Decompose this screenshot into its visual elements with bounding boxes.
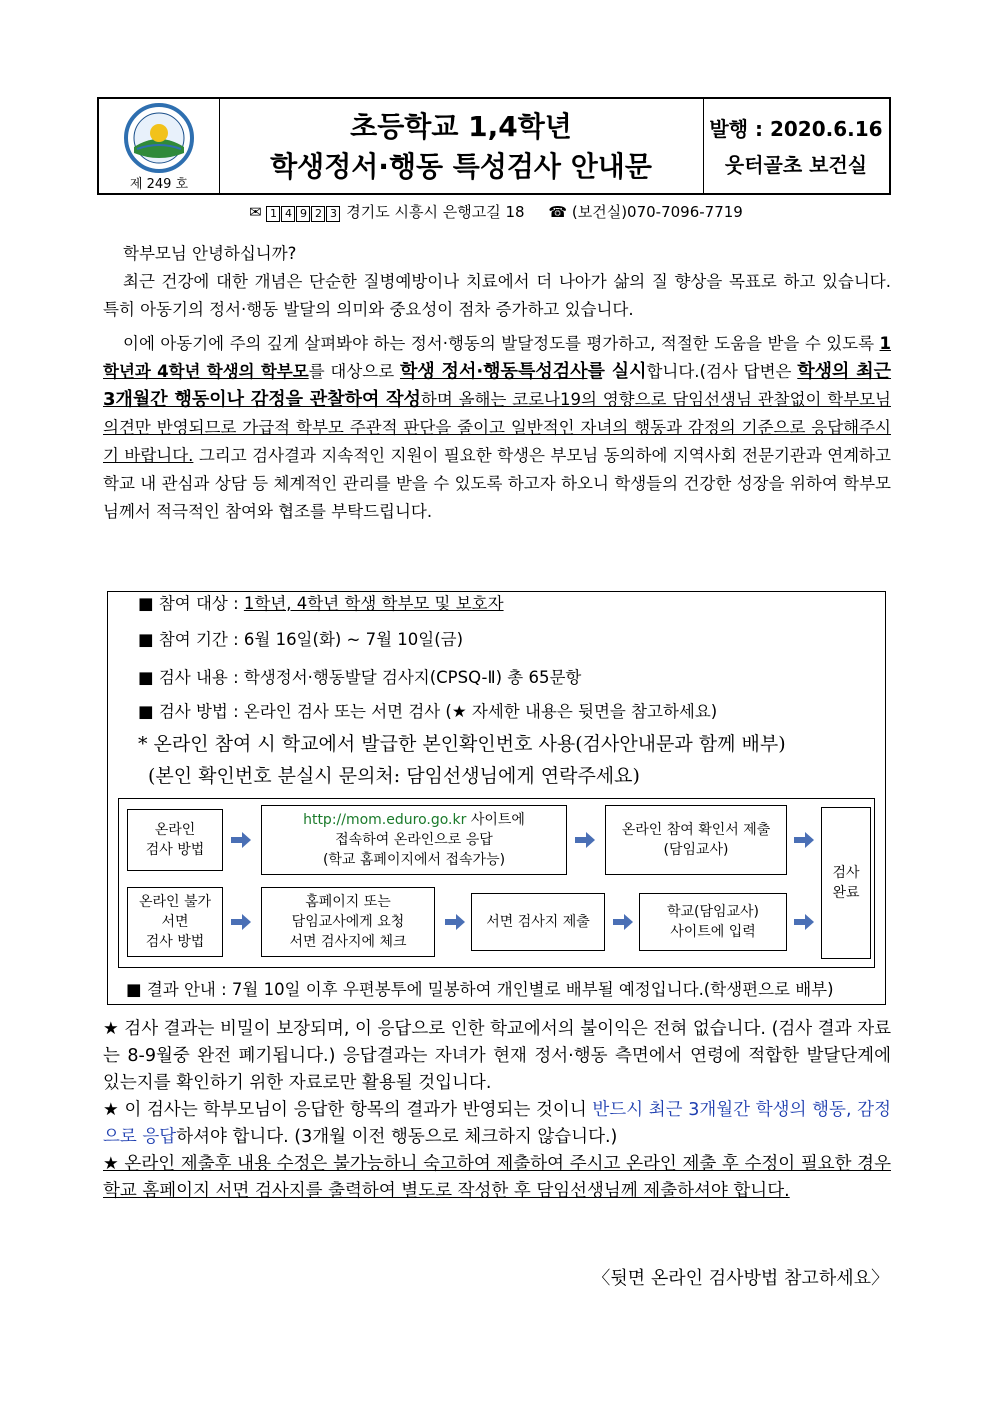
flow-online-method: 온라인 검사 방법 bbox=[127, 809, 223, 871]
flow-diagram bbox=[118, 798, 875, 968]
header-box bbox=[97, 97, 891, 195]
phone-number: (보건실)070-7096-7719 bbox=[571, 203, 743, 221]
test-highlight: 학생 정서·행동특성검사 bbox=[399, 361, 588, 382]
issue-date: 발행 : 2020.6.16 bbox=[709, 117, 883, 141]
arrow-right-icon bbox=[613, 914, 633, 930]
postal-code bbox=[266, 203, 346, 221]
info-target: ■ 참여 대상 : 1학년, 4학년 학생 학부모 및 보호자 bbox=[138, 594, 504, 613]
arrow-right-icon bbox=[445, 914, 465, 930]
note-1: ★ 검사 결과는 비밀이 보장되며, 이 응답으로 인한 학교에서의 불이익은 전혀 없습니다. (검사 결과 자료는 8-9월중 완전 폐기됩니다.) 응답결과는 자녀가 현재 정서·행동 측면에서 연령에 적합한 발달단계에 있는지를 확인하기 위한 자료로만 활용될 것입니다. bbox=[103, 1019, 891, 1093]
title-cell bbox=[219, 99, 704, 193]
footer-note: 〈뒷면 온라인 검사방법 참고하세요〉 bbox=[592, 1268, 889, 1289]
info-note-1: * 온라인 참여 시 학교에서 발급한 본인확인번호 사용(검사안내문과 함께 배부) bbox=[138, 733, 786, 755]
online-url: http://mom.eduro.go.kr bbox=[303, 812, 467, 828]
postal-digit: 1 bbox=[266, 206, 280, 222]
info-box bbox=[107, 591, 886, 1005]
intro-paragraphs bbox=[103, 240, 891, 526]
note-3: ★ 온라인 제출후 내용 수정은 불가능하니 숙고하여 제출하여 주시고 온라인 제출 후 수정이 필요한 경우 학교 홈페이지 서면 검사지를 출력하여 별도로 작성한 후 담임선생님께 제출하셔야 합니다. bbox=[103, 1154, 891, 1201]
info-content: ■ 검사 내용 : 학생정서·행동발달 검사지(CPSQ-Ⅱ) 총 65문항 bbox=[138, 668, 582, 687]
info-method: ■ 검사 방법 : 온라인 검사 또는 서면 검사 (★ 자세한 내용은 뒷면을 참고하세요) bbox=[138, 702, 718, 721]
mail-icon: ✉ bbox=[249, 203, 262, 221]
flow-online-step1: http://mom.eduro.go.kr 사이트에 접속하여 온라인으로 응답 (학교 홈페이지에서 접속가능) bbox=[261, 805, 567, 875]
postal-digit: 4 bbox=[281, 206, 295, 222]
title-line-1: 초등학교 1,4학년 bbox=[350, 110, 572, 143]
phone-icon: ☎ bbox=[548, 203, 568, 221]
flow-online-step2: 온라인 참여 확인서 제출 (담임교사) bbox=[605, 805, 787, 875]
info-result: ■ 결과 안내 : 7월 10일 이후 우편봉투에 밀봉하여 개인별로 배부될 예정입니다.(학생편으로 배부) bbox=[126, 980, 834, 999]
notes bbox=[103, 1016, 891, 1205]
arrow-right-icon bbox=[794, 914, 814, 930]
greeting: 학부모님 안녕하십니까? bbox=[123, 244, 297, 263]
note-2: ★ 이 검사는 학부모님이 응답한 항목의 결과가 반영되는 것이니 반드시 최근 3개월간 학생의 행동, 감정으로 응답하셔야 합니다. (3개월 이전 행동으로 체크하지 않습니다.) bbox=[103, 1100, 891, 1147]
arrow-right-icon bbox=[231, 832, 251, 848]
flow-offline-step1: 홈페이지 또는 담임교사에게 요청 서면 검사지에 체크 bbox=[261, 887, 435, 957]
school-logo-icon bbox=[99, 101, 219, 175]
covid-note: 하며 올해는 코로나19의 영향으로 담임선생님 관찰없이 학부모님 의견만 반영되므로 가급적 학부모 주관적 판단을 줄이고 일반적인 자녀의 행동과 감정의 기준으로 응답해주시기 바랍니다. bbox=[103, 390, 891, 465]
issue-cell bbox=[703, 99, 889, 193]
title-line-2: 학생정서·행동 특성검사 안내문 bbox=[270, 150, 652, 183]
flow-offline-step2: 서면 검사지 제출 bbox=[471, 893, 605, 951]
paragraph-2: 이에 아동기에 주의 깊게 살펴봐야 하는 정서·행동의 발달정도를 평가하고, 적절한 도움을 받을 수 있도록 1학년과 4학년 학생의 학부모를 대상으로 학생 정서·행동특성검사를 실시합니다.(검사 답변은 학생의 최근 3개월간 행동이나 감정을 관찰하여 작성하며 올해는 코로나19의 영향으로 담임선생님 관찰없이 학부모님 의견만 반영되므로 가급적 학부모 주관적 판단을 줄이고 일반적인 자녀의 행동과 감정의 기준으로 응답해주시기 바랍니다. 그리고 검사결과 지속적인 지원이 필요한 학생은 부모님 동의하에 지역사회 전문기관과 연계하고 학교 내 관심과 상담 등 체계적인 관리를 받을 수 있도록 하고자 하오니 학생들의 건강한 성장을 위하여 학부모님께서 적극적인 참여와 협조를 부탁드립니다. bbox=[103, 334, 892, 521]
paragraph-1: 최근 건강에 대한 개념은 단순한 질병예방이나 치료에서 더 나아가 삶의 질 향상을 목표로 하고 있습니다. 특히 아동기의 정서·행동 발달의 의미와 중요성이 점차 증가하고 있습니다. bbox=[103, 272, 891, 319]
address-line bbox=[0, 201, 992, 223]
postal-digit: 2 bbox=[311, 206, 325, 222]
flow-offline-step3: 학교(담임교사) 사이트에 입력 bbox=[639, 893, 787, 951]
info-period: ■ 참여 기간 : 6월 16일(화) ~ 7월 10일(금) bbox=[138, 630, 464, 649]
arrow-right-icon bbox=[575, 832, 595, 848]
arrow-right-icon bbox=[231, 914, 251, 930]
note-2-highlight: 반드시 최근 3개월간 학생의 행동, 감정으로 응답 bbox=[103, 1100, 891, 1147]
recent-highlight: 학생의 최근 3개월간 행동이나 감정을 관찰하여 작성 bbox=[103, 361, 892, 410]
info-note-2: (본인 확인번호 분실시 문의처: 담임선생님에게 연락주세요) bbox=[148, 765, 640, 787]
flow-offline-method: 온라인 불가 서면 검사 방법 bbox=[127, 887, 223, 957]
issuer: 웃터골초 보건실 bbox=[724, 153, 868, 177]
target-highlight: 1학년과 4학년 학생의 학부모 bbox=[103, 334, 891, 381]
arrow-right-icon bbox=[794, 832, 814, 848]
issue-number: 제 249 호 bbox=[129, 177, 189, 192]
postal-digit: 9 bbox=[296, 206, 310, 222]
postal-digit: 3 bbox=[326, 206, 340, 222]
logo-cell bbox=[99, 99, 220, 193]
street-address: 경기도 시흥시 은행고길 18 bbox=[346, 203, 525, 221]
flow-complete: 검사 완료 bbox=[821, 807, 871, 959]
